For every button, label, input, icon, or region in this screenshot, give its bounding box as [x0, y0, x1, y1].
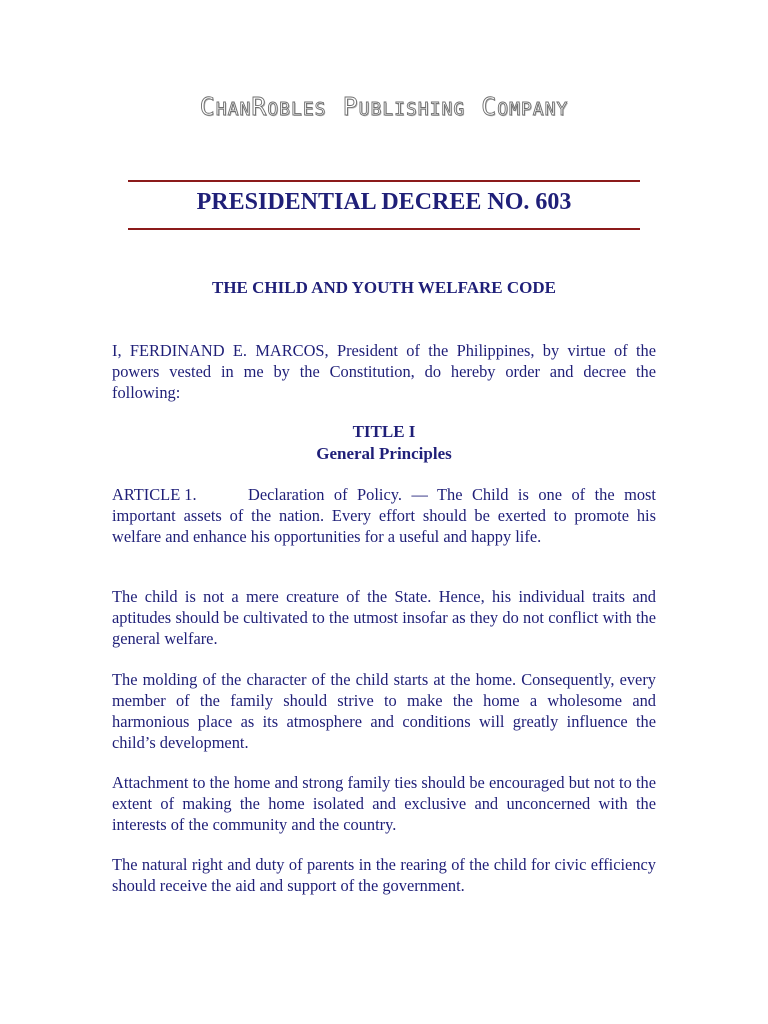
title-rule-top: [128, 180, 640, 182]
article-1-text: Declaration of Policy. — The Child is one of the most important assets of the nation. Every effort should be exerted to promote his welfare and enhance his opportunities for a useful and happy life.: [112, 485, 656, 546]
paragraph-2: The child is not a mere creature of the State. Hence, his individual traits and aptitudes should be cultivated to the utmost insofar as they do not conflict with the general welfare.: [112, 587, 656, 648]
article-1-label: ARTICLE 1.: [112, 485, 197, 504]
intro-paragraph: I, FERDINAND E. MARCOS, President of the Philippines, by virtue of the powers vested in me by the Constitution, do hereby order and decree the following:: [112, 341, 656, 402]
paragraph-5: The natural right and duty of parents in the rearing of the child for civic efficiency should receive the aid and support of the government.: [112, 855, 656, 895]
paragraph-3: The molding of the character of the child starts at the home. Consequently, every member of the family should strive to make the home a wholesome and harmonious place as its atmosphere and conditions will greatly influence the child’s development.: [112, 670, 656, 752]
title-heading: TITLE I: [352, 422, 416, 441]
publisher-name: ChanRobles Publishing Company: [199, 92, 569, 121]
article-1-paragraph: [112, 484, 656, 547]
title-rule-bottom: [128, 228, 640, 230]
decree-title: PRESIDENTIAL DECREE NO. 603: [196, 189, 572, 215]
code-title: THE CHILD AND YOUTH WELFARE CODE: [212, 278, 556, 297]
title-subheading: General Principles: [316, 444, 452, 463]
paragraph-4: Attachment to the home and strong family ties should be encouraged but not to the extent of making the home isolated and exclusive and unconcerned with the interests of the community and the country.: [112, 773, 656, 834]
